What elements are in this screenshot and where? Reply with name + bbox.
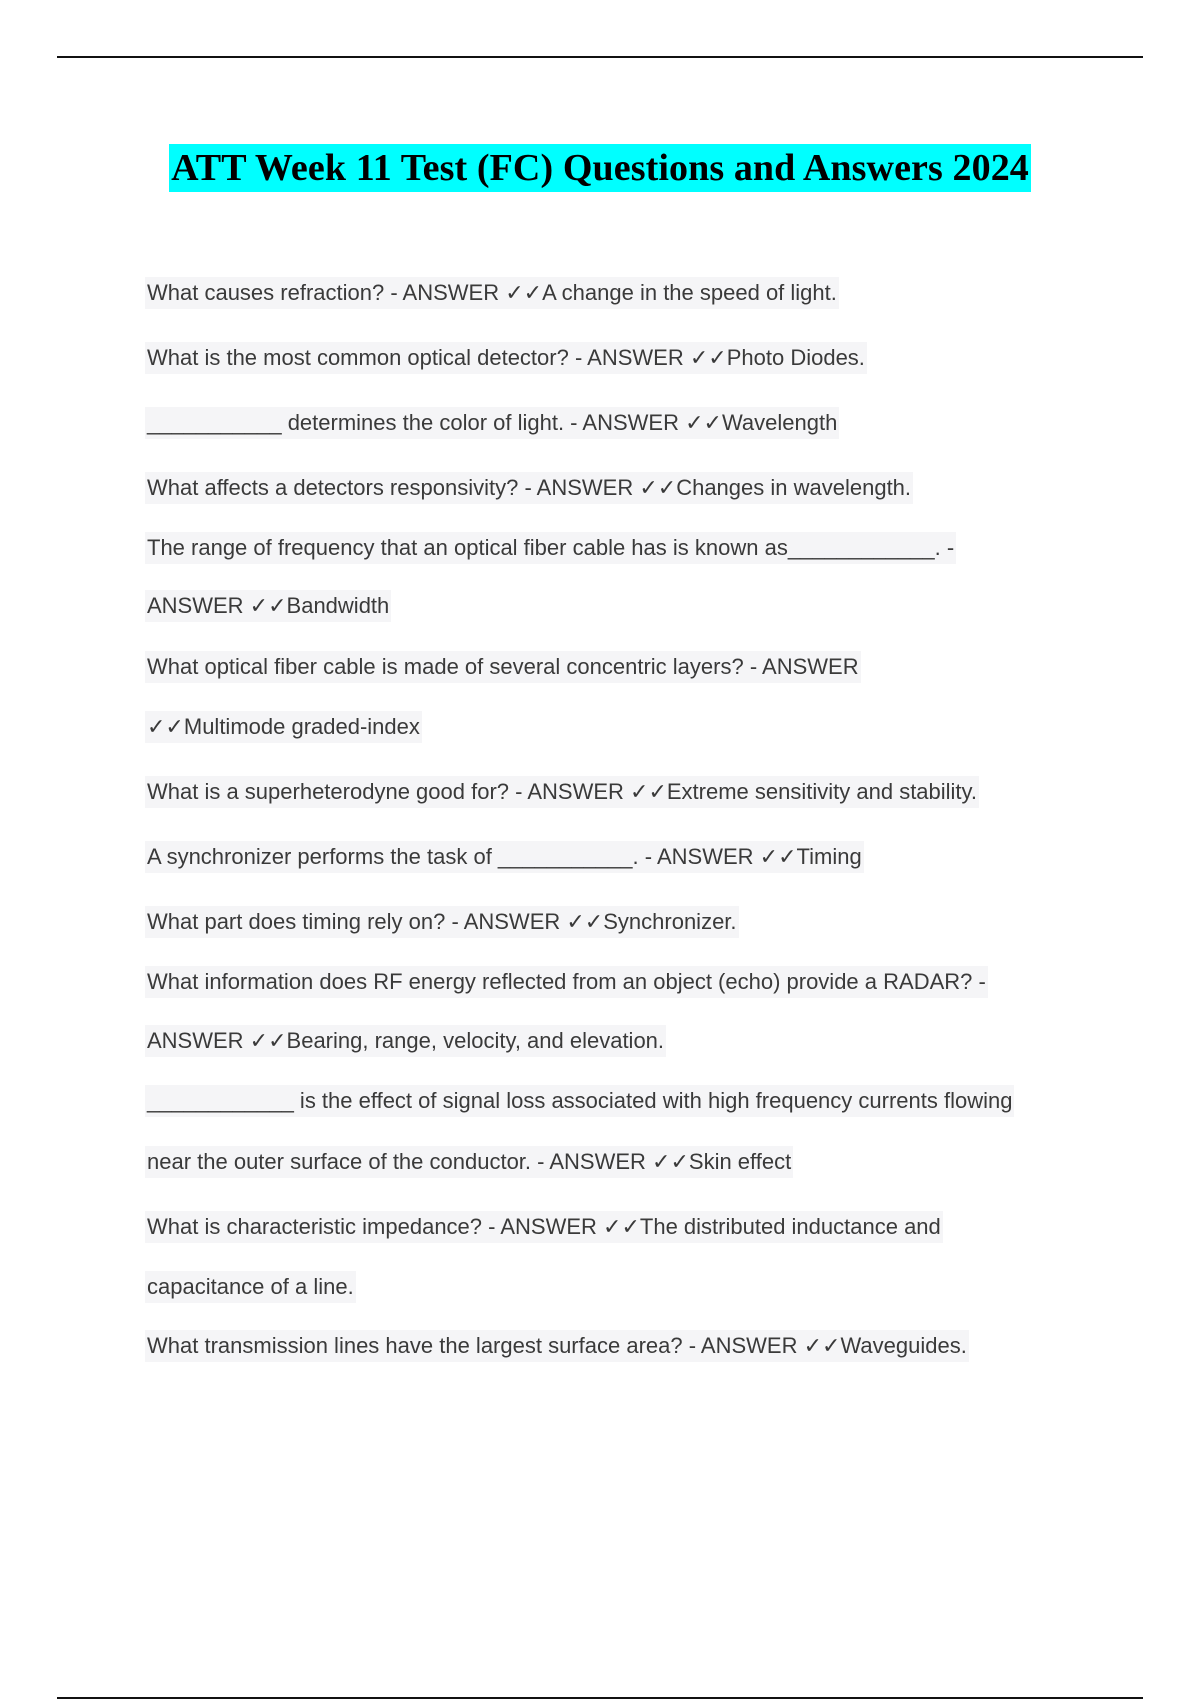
qa-line: A synchronizer performs the task of ___________. - ANSWER ✓✓Timing	[145, 841, 864, 873]
document-title: ATT Week 11 Test (FC) Questions and Answers 2024	[169, 144, 1031, 192]
bottom-rule	[57, 1697, 1143, 1699]
qa-line: ANSWER ✓✓Bandwidth	[145, 590, 391, 622]
qa-line: What is the most common optical detector? - ANSWER ✓✓Photo Diodes.	[145, 342, 867, 374]
title-container	[0, 144, 1200, 192]
qa-line: What optical fiber cable is made of several concentric layers? - ANSWER	[145, 651, 861, 683]
qa-line: ___________ determines the color of light. - ANSWER ✓✓Wavelength	[145, 407, 839, 439]
qa-line: What is characteristic impedance? - ANSWER ✓✓The distributed inductance and	[145, 1211, 943, 1243]
qa-line: The range of frequency that an optical fiber cable has is known as____________. -	[145, 532, 956, 564]
qa-line: What part does timing rely on? - ANSWER ✓✓Synchronizer.	[145, 906, 739, 938]
qa-line: near the outer surface of the conductor. - ANSWER ✓✓Skin effect	[145, 1146, 793, 1178]
qa-line: What information does RF energy reflected from an object (echo) provide a RADAR? -	[145, 966, 988, 998]
qa-line: What transmission lines have the largest surface area? - ANSWER ✓✓Waveguides.	[145, 1330, 969, 1362]
qa-line: capacitance of a line.	[145, 1271, 356, 1303]
qa-line: What affects a detectors responsivity? - ANSWER ✓✓Changes in wavelength.	[145, 472, 913, 504]
qa-line: ____________ is the effect of signal loss associated with high frequency currents flowing	[145, 1085, 1014, 1117]
top-rule	[57, 56, 1143, 58]
qa-line: ✓✓Multimode graded-index	[145, 711, 422, 743]
qa-line: ANSWER ✓✓Bearing, range, velocity, and elevation.	[145, 1025, 666, 1057]
qa-line: What causes refraction? - ANSWER ✓✓A change in the speed of light.	[145, 277, 839, 309]
qa-line: What is a superheterodyne good for? - ANSWER ✓✓Extreme sensitivity and stability.	[145, 776, 979, 808]
